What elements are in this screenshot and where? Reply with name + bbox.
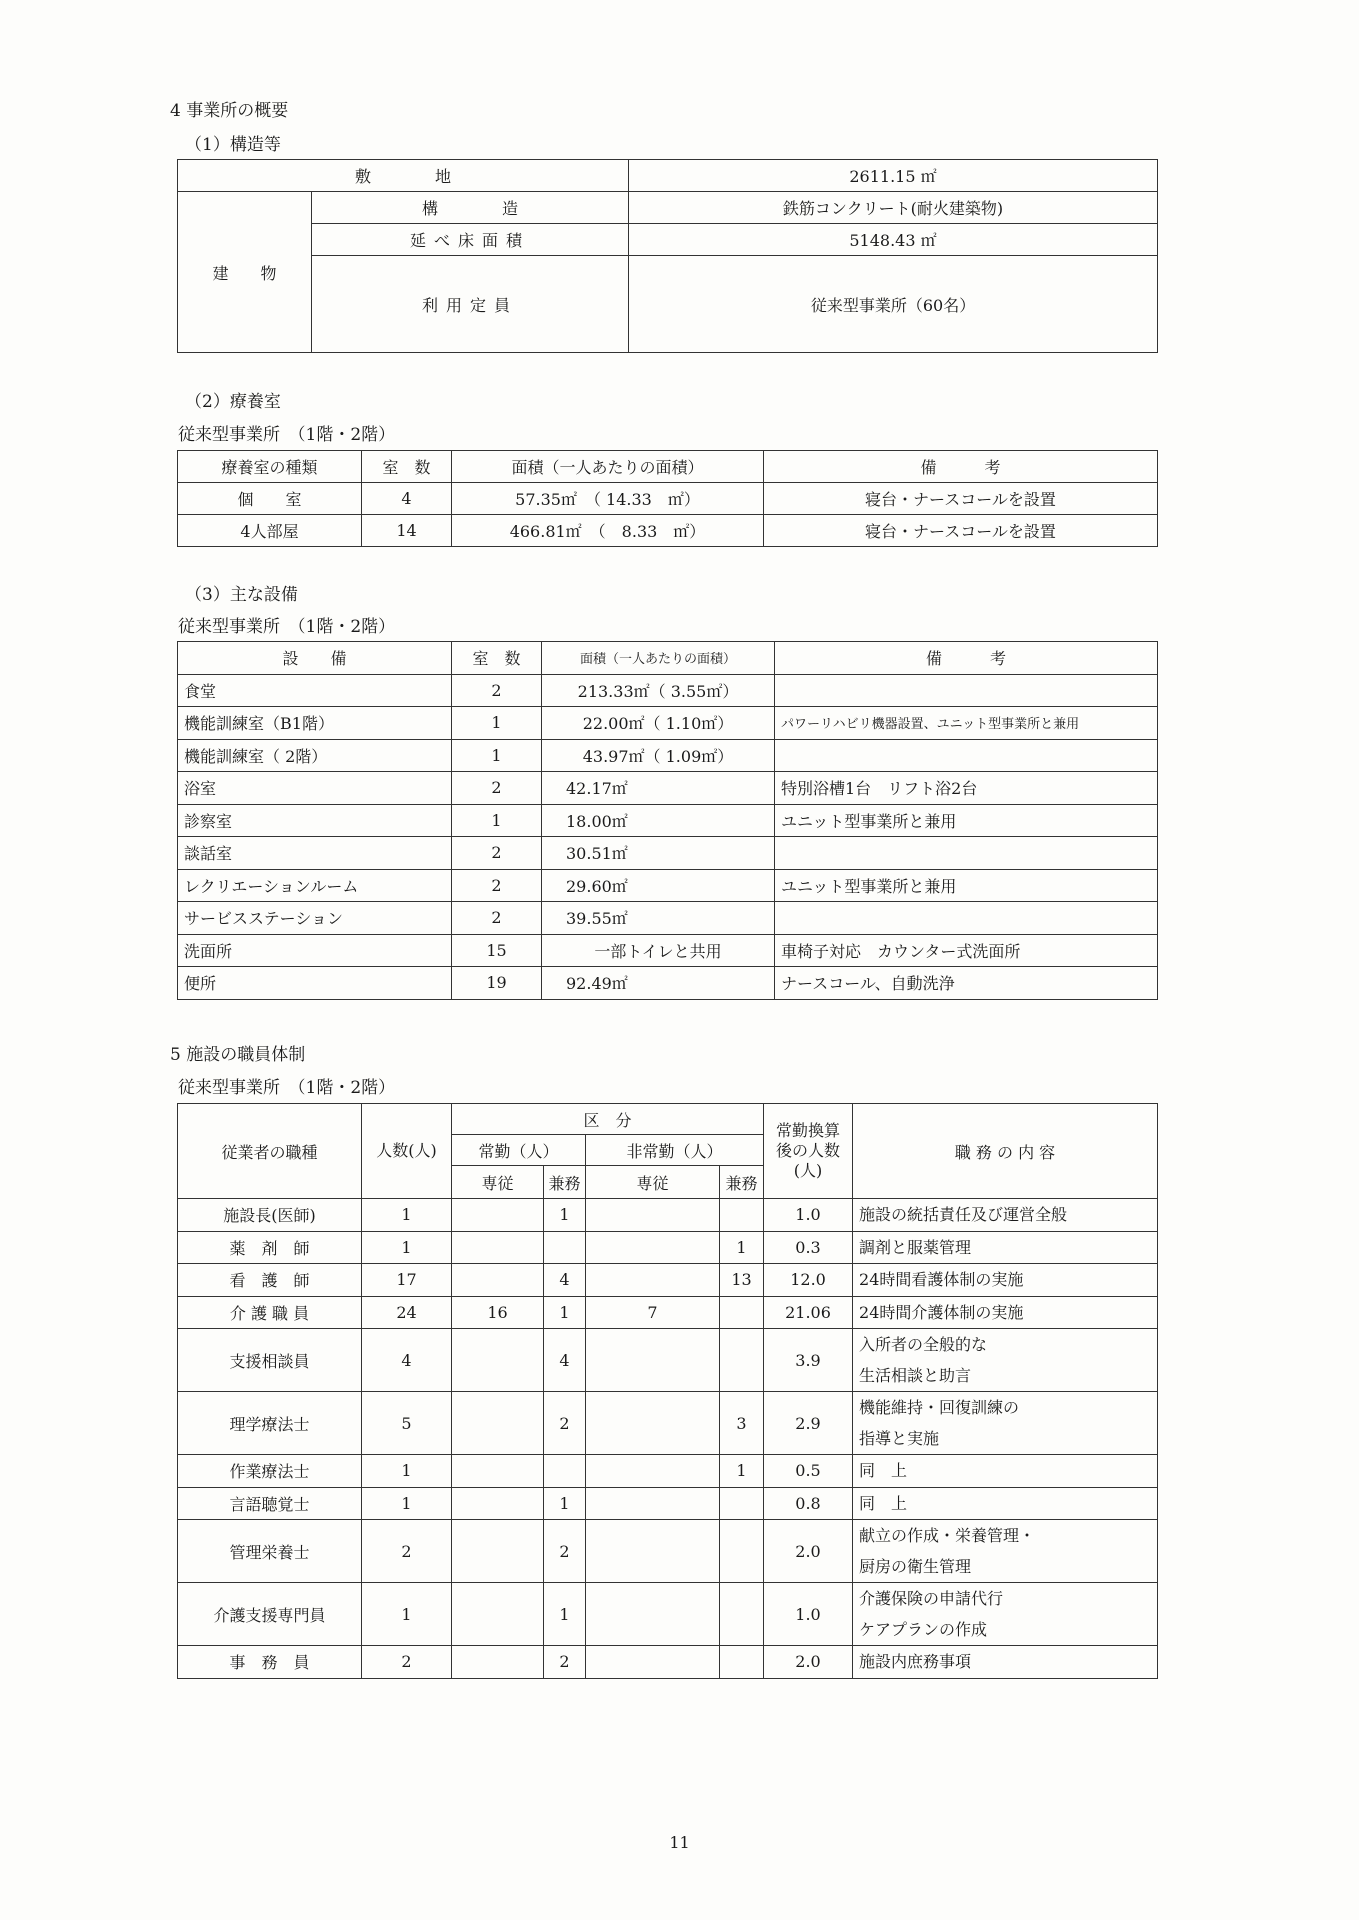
header-parttime-dedicated: 専従 xyxy=(586,1166,720,1199)
staff-job: 管理栄養士 xyxy=(178,1520,362,1583)
table-row xyxy=(178,674,1158,707)
floor-label: 延べ床面積 xyxy=(312,224,629,256)
equip-note: 特別浴槽1台 リフト浴2台 xyxy=(775,772,1158,805)
staff-duty xyxy=(853,1455,1158,1488)
staff-count: 24 xyxy=(362,1296,452,1329)
staff-parttime-dedicated xyxy=(586,1646,720,1679)
equip-note: 車椅子対応 カウンター式洗面所 xyxy=(775,934,1158,967)
staff-fulltime-dedicated xyxy=(452,1199,544,1232)
equip-note xyxy=(775,837,1158,870)
staff-count: 1 xyxy=(362,1583,452,1646)
equip-note: ユニット型事業所と兼用 xyxy=(775,804,1158,837)
staff-duty xyxy=(853,1646,1158,1679)
staff-duty xyxy=(853,1520,1158,1583)
equip-note xyxy=(775,739,1158,772)
structure-value: 鉄筋コンクリート(耐火建築物) xyxy=(629,192,1158,224)
staff-count: 17 xyxy=(362,1264,452,1297)
equip-name: 機能訓練室（ 2階） xyxy=(178,739,452,772)
staff-job: 支援相談員 xyxy=(178,1329,362,1392)
equip-area: 一部トイレと共用 xyxy=(542,934,775,967)
equip-count: 2 xyxy=(452,869,542,902)
staff-fulltime-concurrent: 4 xyxy=(544,1329,586,1392)
equip-note xyxy=(775,674,1158,707)
staff-parttime-concurrent xyxy=(720,1329,764,1392)
table-row xyxy=(178,869,1158,902)
duty-line: 入所者の全般的な xyxy=(859,1335,988,1354)
staff-job: 介護支援専門員 xyxy=(178,1583,362,1646)
header-fte: 常勤換算後の人数(人) xyxy=(764,1104,853,1199)
duty-line: 同 上 xyxy=(859,1493,908,1513)
duty-line: 厨房の衛生管理 xyxy=(859,1557,972,1576)
table-row xyxy=(178,707,1158,740)
duty-line: 献立の作成・栄養管理・ xyxy=(859,1526,1036,1545)
equip-count: 1 xyxy=(452,707,542,740)
staff-parttime-concurrent xyxy=(720,1199,764,1232)
duty-line: 機能維持・回復訓練の xyxy=(859,1398,1020,1417)
staff-fulltime-concurrent: 1 xyxy=(544,1296,586,1329)
staff-job: 看 護 師 xyxy=(178,1264,362,1297)
staff-parttime-dedicated xyxy=(586,1520,720,1583)
staff-parttime-dedicated xyxy=(586,1583,720,1646)
staff-fte: 0.5 xyxy=(764,1455,853,1488)
staff-fulltime-concurrent: 1 xyxy=(544,1487,586,1520)
equip-count: 2 xyxy=(452,902,542,935)
staff-parttime-concurrent xyxy=(720,1520,764,1583)
duty-line: 調剤と服薬管理 xyxy=(859,1237,972,1257)
equip-area: 18.00㎡ xyxy=(542,804,775,837)
equip-count: 2 xyxy=(452,674,542,707)
duty-line: 同 上 xyxy=(859,1461,908,1481)
staff-count: 2 xyxy=(362,1646,452,1679)
table-row xyxy=(178,1392,1158,1455)
staff-duty xyxy=(853,1231,1158,1264)
staff-parttime-dedicated xyxy=(586,1199,720,1232)
equip-area: 29.60㎡ xyxy=(542,869,775,902)
duty-line: 指導と実施 xyxy=(859,1429,940,1448)
staff-fulltime-concurrent: 2 xyxy=(544,1646,586,1679)
equip-header-name: 設 備 xyxy=(178,642,452,675)
staff-parttime-dedicated xyxy=(586,1487,720,1520)
section4-heading: 4 事業所の概要 xyxy=(170,101,289,121)
staff-parttime-dedicated xyxy=(586,1231,720,1264)
table-row xyxy=(178,515,1158,547)
staff-parttime-dedicated xyxy=(586,1329,720,1392)
staff-count: 1 xyxy=(362,1231,452,1264)
staff-fulltime-dedicated xyxy=(452,1583,544,1646)
staff-fte: 3.9 xyxy=(764,1329,853,1392)
staff-duty xyxy=(853,1264,1158,1297)
equip-header-note: 備 考 xyxy=(775,642,1158,675)
floor-value: 5148.43 ㎡ xyxy=(629,224,1158,256)
staff-parttime-dedicated xyxy=(586,1264,720,1297)
staff-parttime-dedicated xyxy=(586,1455,720,1488)
capacity-value: 従来型事業所（60名） xyxy=(629,256,1158,353)
staff-parttime-concurrent: 13 xyxy=(720,1264,764,1297)
staff-body xyxy=(178,1199,1158,1679)
rooms-header-type: 療養室の種類 xyxy=(178,451,362,483)
equip-note: パワーリハビリ機器設置、ユニット型事業所と兼用 xyxy=(775,707,1158,740)
equip-count: 2 xyxy=(452,837,542,870)
staff-fulltime-dedicated: 16 xyxy=(452,1296,544,1329)
room-count: 14 xyxy=(362,515,452,547)
staff-fulltime-dedicated xyxy=(452,1487,544,1520)
header-division: 区 分 xyxy=(452,1104,764,1135)
staff-fte: 1.0 xyxy=(764,1583,853,1646)
staff-duty xyxy=(853,1583,1158,1646)
staff-fulltime-concurrent: 1 xyxy=(544,1583,586,1646)
table-row xyxy=(178,804,1158,837)
table-row xyxy=(178,1520,1158,1583)
staff-parttime-concurrent: 1 xyxy=(720,1231,764,1264)
duty-line: ケアプランの作成 xyxy=(859,1620,988,1639)
table-row xyxy=(178,1296,1158,1329)
staff-count: 5 xyxy=(362,1392,452,1455)
staff-job: 作業療法士 xyxy=(178,1455,362,1488)
equip-note xyxy=(775,902,1158,935)
table-row xyxy=(178,1231,1158,1264)
staff-count: 4 xyxy=(362,1329,452,1392)
equip-area: 213.33㎡（ 3.55㎡） xyxy=(542,674,775,707)
staff-parttime-dedicated: 7 xyxy=(586,1296,720,1329)
section4-sub2-note: 従来型事業所 （1階・2階） xyxy=(178,425,396,445)
section5-note: 従来型事業所 （1階・2階） xyxy=(178,1078,396,1098)
duty-line: 施設の統括責任及び運営全般 xyxy=(859,1205,1068,1225)
capacity-label: 利用定員 xyxy=(312,256,629,353)
structure-label: 構 造 xyxy=(312,192,629,224)
equip-name: 便所 xyxy=(178,967,452,1000)
building-label: 建 物 xyxy=(178,192,312,353)
staff-job: 理学療法士 xyxy=(178,1392,362,1455)
duty-line: 施設内庶務事項 xyxy=(859,1652,972,1672)
staff-count: 1 xyxy=(362,1455,452,1488)
equip-count: 15 xyxy=(452,934,542,967)
site-value: 2611.15 ㎡ xyxy=(629,160,1158,192)
header-fulltime-concurrent: 兼務 xyxy=(544,1166,586,1199)
staff-count: 2 xyxy=(362,1520,452,1583)
staff-duty xyxy=(853,1296,1158,1329)
header-parttime: 非常勤（人） xyxy=(586,1135,764,1166)
equip-note: ユニット型事業所と兼用 xyxy=(775,869,1158,902)
staff-parttime-concurrent xyxy=(720,1296,764,1329)
table-row xyxy=(178,1455,1158,1488)
room-note: 寝台・ナースコールを設置 xyxy=(764,515,1158,547)
site-label: 敷 地 xyxy=(178,160,629,192)
staff-fulltime-concurrent: 1 xyxy=(544,1199,586,1232)
staff-fte: 0.3 xyxy=(764,1231,853,1264)
staff-fte: 21.06 xyxy=(764,1296,853,1329)
staff-fulltime-concurrent xyxy=(544,1231,586,1264)
section4-sub3-note: 従来型事業所 （1階・2階） xyxy=(178,617,396,637)
table-row xyxy=(178,1264,1158,1297)
header-count: 人数(人) xyxy=(362,1104,452,1199)
staff-fulltime-dedicated xyxy=(452,1231,544,1264)
equip-name: 洗面所 xyxy=(178,934,452,967)
staff-duty xyxy=(853,1329,1158,1392)
section4-sub2: （2）療養室 xyxy=(185,392,281,412)
table-row xyxy=(178,1199,1158,1232)
equipment-table xyxy=(177,641,1158,1000)
staff-duty xyxy=(853,1487,1158,1520)
equip-area: 30.51㎡ xyxy=(542,837,775,870)
section5-heading: 5 施設の職員体制 xyxy=(170,1045,306,1065)
staff-parttime-dedicated xyxy=(586,1392,720,1455)
rooms-header-area: 面積（一人あたりの面積） xyxy=(452,451,764,483)
header-fulltime-dedicated: 専従 xyxy=(452,1166,544,1199)
equip-area: 22.00㎡（ 1.10㎡） xyxy=(542,707,775,740)
room-area: 57.35㎡ （ 14.33 ㎡） xyxy=(452,483,764,515)
staff-fte: 2.9 xyxy=(764,1392,853,1455)
duty-line: 生活相談と助言 xyxy=(859,1366,972,1385)
section4-sub1: （1）構造等 xyxy=(185,135,281,155)
rooms-table xyxy=(177,450,1158,547)
staff-fulltime-dedicated xyxy=(452,1392,544,1455)
staff-duty xyxy=(853,1392,1158,1455)
staff-fulltime-dedicated xyxy=(452,1264,544,1297)
equip-name: 談話室 xyxy=(178,837,452,870)
staff-job: 事 務 員 xyxy=(178,1646,362,1679)
staff-fulltime-concurrent xyxy=(544,1455,586,1488)
header-parttime-concurrent: 兼務 xyxy=(720,1166,764,1199)
table-row xyxy=(178,739,1158,772)
staff-duty xyxy=(853,1199,1158,1232)
staff-fte: 2.0 xyxy=(764,1520,853,1583)
equip-count: 1 xyxy=(452,804,542,837)
equip-name: レクリエーションルーム xyxy=(178,869,452,902)
room-type: 4人部屋 xyxy=(178,515,362,547)
duty-line: 24時間介護体制の実施 xyxy=(859,1302,1024,1322)
table-row xyxy=(178,837,1158,870)
staff-fulltime-dedicated xyxy=(452,1520,544,1583)
equip-area: 92.49㎡ xyxy=(542,967,775,1000)
equip-header-count: 室 数 xyxy=(452,642,542,675)
staff-fulltime-concurrent: 4 xyxy=(544,1264,586,1297)
staff-table xyxy=(177,1103,1158,1679)
staff-fte: 0.8 xyxy=(764,1487,853,1520)
duty-line: 介護保険の申請代行 xyxy=(859,1589,1004,1608)
room-type: 個 室 xyxy=(178,483,362,515)
equip-name: 浴室 xyxy=(178,772,452,805)
equip-count: 2 xyxy=(452,772,542,805)
page-number: 11 xyxy=(669,1833,690,1852)
staff-fulltime-dedicated xyxy=(452,1455,544,1488)
staff-parttime-concurrent xyxy=(720,1487,764,1520)
staff-fulltime-dedicated xyxy=(452,1646,544,1679)
structure-table xyxy=(177,159,1158,353)
room-note: 寝台・ナースコールを設置 xyxy=(764,483,1158,515)
table-row xyxy=(178,1583,1158,1646)
table-row xyxy=(178,1487,1158,1520)
equip-name: 食堂 xyxy=(178,674,452,707)
equip-area: 42.17㎡ xyxy=(542,772,775,805)
room-count: 4 xyxy=(362,483,452,515)
staff-count: 1 xyxy=(362,1199,452,1232)
header-job: 従業者の職種 xyxy=(178,1104,362,1199)
equip-header-area: 面積（一人あたりの面積） xyxy=(542,642,775,675)
table-row xyxy=(178,1329,1158,1392)
table-row xyxy=(178,483,1158,515)
equip-name: サービスステーション xyxy=(178,902,452,935)
table-row xyxy=(178,902,1158,935)
header-fulltime: 常勤（人） xyxy=(452,1135,586,1166)
staff-job: 介 護 職 員 xyxy=(178,1296,362,1329)
staff-job: 施設長(医師) xyxy=(178,1199,362,1232)
staff-parttime-concurrent xyxy=(720,1646,764,1679)
staff-fulltime-concurrent: 2 xyxy=(544,1392,586,1455)
staff-fte: 1.0 xyxy=(764,1199,853,1232)
staff-parttime-concurrent xyxy=(720,1583,764,1646)
staff-fulltime-dedicated xyxy=(452,1329,544,1392)
equip-name: 診察室 xyxy=(178,804,452,837)
table-row xyxy=(178,967,1158,1000)
table-row xyxy=(178,1646,1158,1679)
staff-fte: 12.0 xyxy=(764,1264,853,1297)
staff-fulltime-concurrent: 2 xyxy=(544,1520,586,1583)
staff-job: 言語聴覚士 xyxy=(178,1487,362,1520)
equip-area: 43.97㎡（ 1.09㎡） xyxy=(542,739,775,772)
duty-line: 24時間看護体制の実施 xyxy=(859,1270,1024,1290)
table-row xyxy=(178,934,1158,967)
table-row xyxy=(178,772,1158,805)
equip-name: 機能訓練室（B1階） xyxy=(178,707,452,740)
staff-count: 1 xyxy=(362,1487,452,1520)
staff-parttime-concurrent: 3 xyxy=(720,1392,764,1455)
equip-count: 1 xyxy=(452,739,542,772)
staff-fte: 2.0 xyxy=(764,1646,853,1679)
section4-sub3: （3）主な設備 xyxy=(185,585,298,605)
room-area: 466.81㎡ （ 8.33 ㎡） xyxy=(452,515,764,547)
equip-area: 39.55㎡ xyxy=(542,902,775,935)
staff-parttime-concurrent: 1 xyxy=(720,1455,764,1488)
equip-note: ナースコール、自動洗浄 xyxy=(775,967,1158,1000)
equip-count: 19 xyxy=(452,967,542,1000)
rooms-header-note: 備 考 xyxy=(764,451,1158,483)
rooms-header-count: 室 数 xyxy=(362,451,452,483)
header-duty: 職 務 の 内 容 xyxy=(853,1104,1158,1199)
staff-job: 薬 剤 師 xyxy=(178,1231,362,1264)
